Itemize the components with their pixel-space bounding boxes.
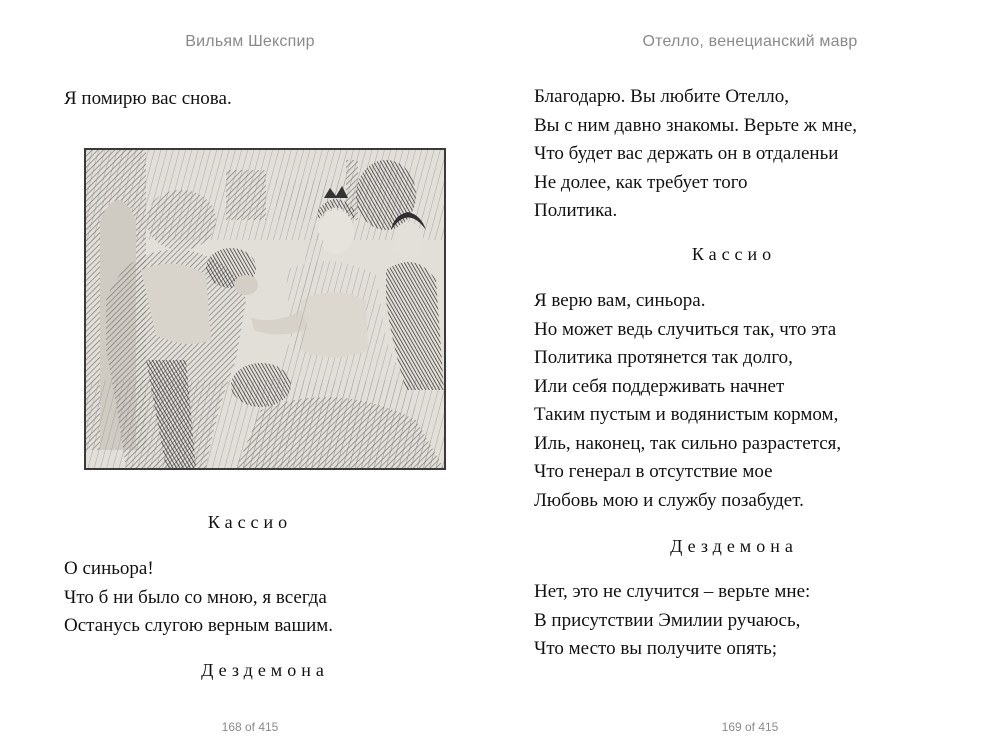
verse-line: Что б ни было со мною, я всегда — [64, 586, 327, 608]
verse-line: Не долее, как требует того — [534, 171, 748, 193]
verse-line: Вы с ним давно знакомы. Верьте ж мне, — [534, 114, 858, 136]
verse-line: О синьора! — [64, 558, 154, 579]
verse-line: Но может ведь случиться так, что эта — [534, 318, 837, 340]
verse-block — [534, 287, 841, 515]
verse-line: Политика. — [534, 200, 618, 221]
verse-line: Что место вы получите опять; — [534, 638, 778, 659]
verse-line: Что будет вас держать он в отдаленьи — [534, 143, 839, 164]
speaker-name: Дездемона — [670, 536, 798, 556]
verse-line: В присутствии Эмилии ручаюсь, — [534, 609, 801, 631]
verse-line: Любовь мою и службу позабудет. — [534, 489, 804, 511]
verse-line: Нет, это не случится – верьте мне: — [534, 581, 811, 602]
page-number: 169 of 415 — [721, 720, 779, 734]
engraving-illustration — [84, 148, 446, 470]
right-page[interactable] — [500, 0, 1000, 750]
verse-line — [64, 85, 232, 114]
verse-line: Благодарю. Вы любите Отелло, — [534, 86, 789, 107]
page-number: 168 of 415 — [221, 720, 279, 734]
verse-block — [64, 555, 333, 641]
verse-block — [534, 83, 857, 226]
verse-line: Политика протянется так долго, — [534, 347, 793, 368]
verse-block — [534, 578, 810, 664]
speaker-name: Кассио — [691, 244, 777, 264]
running-head-author: Вильям Шекспир — [185, 33, 315, 50]
verse-line: Я верю вам, синьора. — [534, 290, 706, 311]
speaker-name: Кассио — [207, 512, 293, 532]
running-head-title: Отелло, венецианский мавр — [642, 33, 858, 50]
verse-line: Останусь слугою верным вашим. — [64, 615, 334, 636]
verse-line-text: Я помирю вас снова. — [64, 88, 232, 109]
verse-line: Таким пустым и водянистым кормом, — [534, 404, 839, 425]
verse-line: Или себя поддерживать начнет — [534, 375, 785, 397]
engraving-image — [86, 150, 444, 468]
verse-line: Что генерал в отсутствие мое — [534, 461, 773, 482]
speaker-name: Дездемона — [201, 660, 329, 680]
verse-line: Иль, наконец, так сильно разрастется, — [534, 432, 842, 454]
